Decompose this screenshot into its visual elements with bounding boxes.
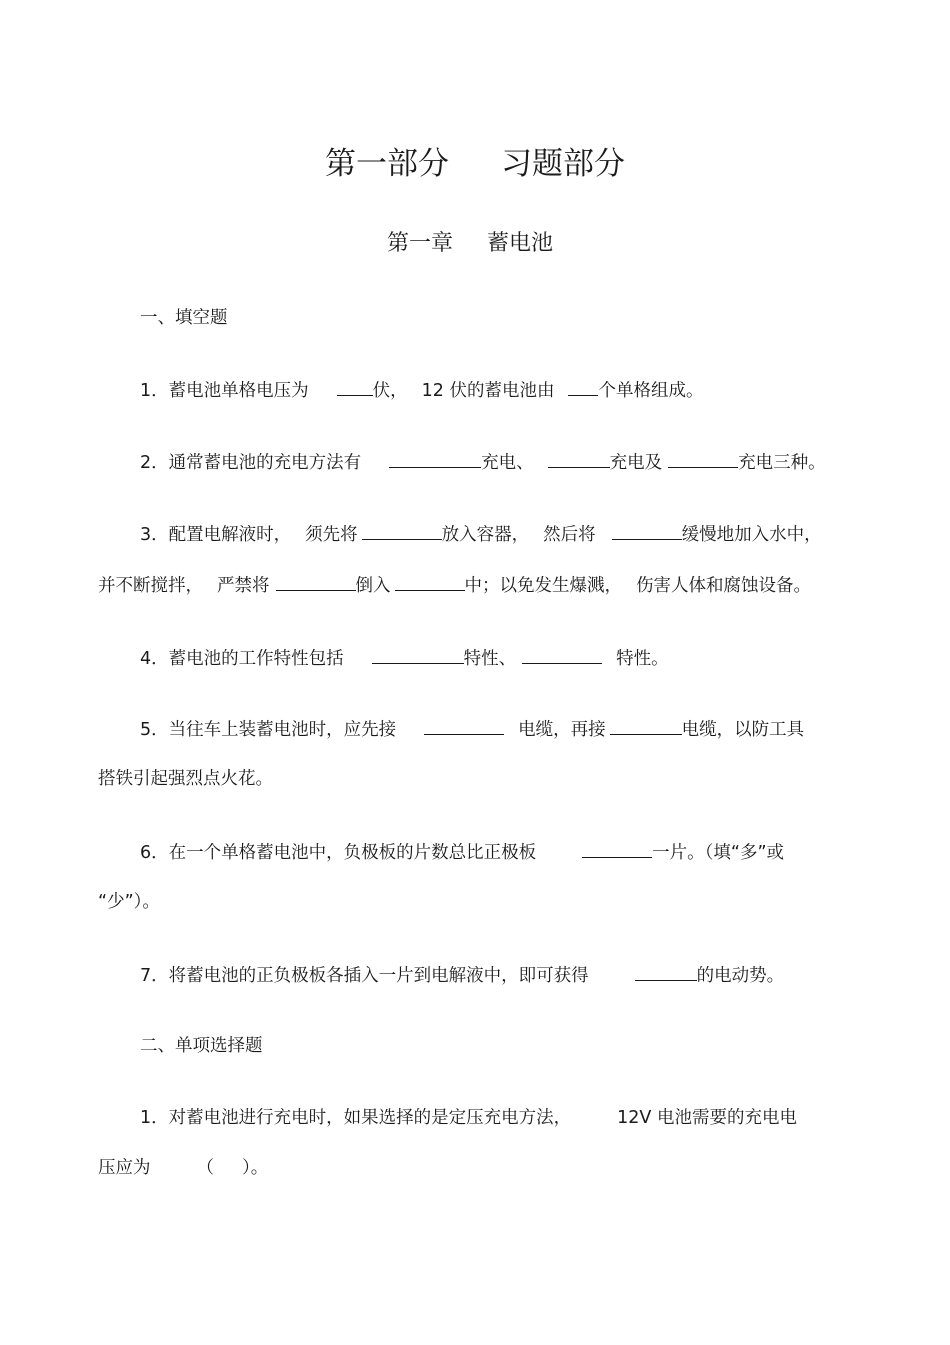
question-text: 伤害人体和腐蚀设备。	[636, 576, 811, 596]
question-3-continued	[98, 572, 811, 598]
answer-blank[interactable]	[372, 645, 464, 664]
part-label: 第一部分	[325, 146, 449, 182]
question-4	[140, 645, 669, 671]
question-text: 7．将蓄电池的正负极板各插入一片到电解液中，即可获得	[140, 966, 589, 986]
page-title	[0, 143, 950, 185]
chapter-number: 第一章	[386, 231, 453, 256]
question-text: 充电三种。	[738, 453, 826, 473]
question-text: 须先将	[305, 525, 358, 545]
question-5-continued	[98, 767, 273, 791]
question-6-continued	[98, 890, 160, 914]
question-text: 搭铁引起强烈点火花。	[98, 769, 273, 789]
chapter-name: 蓄电池	[487, 231, 554, 256]
question-5	[140, 716, 804, 742]
question-text: 放入容器，	[441, 525, 530, 545]
answer-blank[interactable]	[548, 449, 610, 468]
question-text: 伏，	[372, 381, 408, 401]
chapter-title	[0, 229, 940, 259]
part-name: 习题部分	[501, 146, 625, 182]
question-text: 一片。（填“多”或	[652, 843, 785, 863]
question-text: 个单格组成。	[598, 381, 704, 401]
answer-blank[interactable]	[612, 521, 682, 540]
question-text: 6．在一个单格蓄电池中，负极板的片数总比正极板	[140, 843, 537, 863]
question-text: 特性、	[463, 649, 517, 669]
question-text: 电缆，再接	[518, 720, 606, 740]
answer-blank[interactable]	[395, 572, 465, 591]
question-text: 中；以免发生爆溅，	[464, 576, 622, 596]
answer-paren-open[interactable]: （	[196, 1158, 214, 1178]
answer-blank[interactable]	[337, 377, 373, 396]
answer-paren-close: ）。	[242, 1158, 269, 1178]
question-1	[140, 377, 703, 403]
question-2	[140, 449, 826, 475]
section-heading-single-choice	[140, 1034, 263, 1058]
question-text: 充电及	[609, 453, 663, 473]
question-3	[140, 521, 822, 547]
question-text: 5．当往车上装蓄电池时，应先接	[140, 720, 397, 740]
question-text: 然后将	[543, 525, 596, 545]
question-text: 充电、	[481, 453, 534, 473]
question-text: 4．蓄电池的工作特性包括	[140, 649, 344, 669]
answer-blank[interactable]	[610, 716, 682, 735]
question-text: 3．配置电解液时，	[140, 525, 292, 545]
question-text: 严禁将	[217, 576, 270, 596]
section-heading-text: 二、单项选择题	[140, 1036, 263, 1056]
question-text: 特性。	[616, 649, 669, 669]
question-6	[140, 839, 784, 865]
choice-question-1-continued	[98, 1156, 268, 1180]
question-text: 倒入	[355, 576, 391, 596]
question-text: 压应为	[98, 1158, 151, 1178]
answer-blank[interactable]	[635, 962, 697, 981]
answer-blank[interactable]	[668, 449, 738, 468]
section-heading-fill-blank	[140, 306, 228, 330]
answer-blank[interactable]	[424, 716, 504, 735]
answer-blank[interactable]	[568, 377, 598, 396]
question-text: 12 伏的蓄电池由	[421, 381, 555, 401]
answer-blank[interactable]	[362, 521, 442, 540]
answer-blank[interactable]	[522, 645, 602, 664]
answer-blank[interactable]	[389, 449, 481, 468]
question-text: 12V 电池需要的充电电	[617, 1108, 797, 1128]
question-text: 1．蓄电池单格电压为	[140, 381, 309, 401]
question-text: 的电动势。	[696, 966, 785, 986]
choice-question-1	[140, 1106, 797, 1130]
question-text: 2．通常蓄电池的充电方法有	[140, 453, 362, 473]
question-text: 1．对蓄电池进行充电时，如果选择的是定压充电方法，	[140, 1108, 572, 1128]
question-text: 并不断搅拌，	[98, 576, 203, 596]
question-text: “少”）。	[98, 892, 160, 912]
section-heading-text: 一、填空题	[140, 308, 228, 328]
answer-blank[interactable]	[276, 572, 356, 591]
question-text: 电缆，以防工具	[681, 720, 805, 740]
answer-blank[interactable]	[582, 839, 652, 858]
question-text: 缓慢地加入水中，	[681, 525, 822, 545]
question-7	[140, 962, 784, 988]
